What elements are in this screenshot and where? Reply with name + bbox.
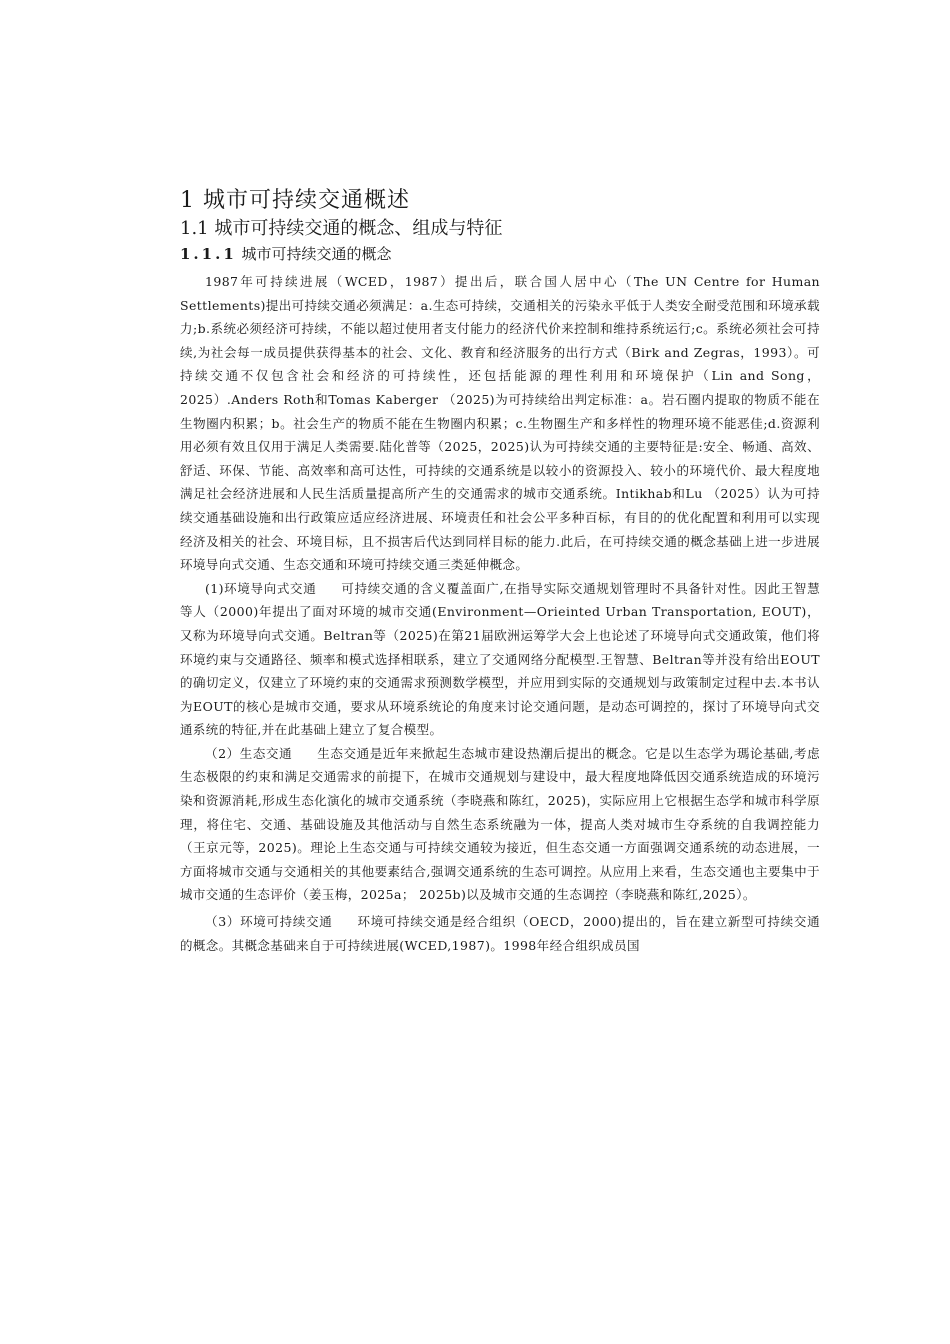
paragraph-environment-oriented bbox=[180, 577, 820, 742]
subsection-number: 1.1.1 bbox=[180, 245, 237, 263]
paragraph-body: 生态交通是近年来掀起生态城市建设热潮后提出的概念。它是以生态学为瑪论基础,考虑生态极限的约束和满足交通需求的前提下，在城市交通规划与建设中，最大程度地降低因交通系统造成的环境污染和资源消耗,形成生态化演化的城市交通系统（李晓燕和陈红，2025)，实际应用上它根据生态学和城市科学原理，将住宅、交通、基础设施及其他活动与自然生态系统融为一体，提高人类对城市生夺系统的自我调控能力（王京元等，2025)。理论上生态交通与可持续交通较为接近，但生态交通一方面强调交通系统的动态进展，一方面将城市交通与交通相关的其他要素结合,强调交通系统的生态可调控。从应用上来看，生态交通也主要集中于城市交通的生态评价（姜玉梅，2025a； 2025b)以及城市交通的生态调控（李晓燕和陈红,2025）。 bbox=[180, 745, 820, 903]
document-body bbox=[180, 186, 820, 957]
chapter-title: 1 城市可持续交通概述 bbox=[180, 188, 410, 213]
subsection-title-text: 城市可持续交通的概念 bbox=[241, 245, 392, 263]
paragraph-intro: 1987年可持续进展（WCED，1987）提出后，联合国人居中心（The UN Centre for Human Settlements)提出可持续交通必须满足：a.生态可持续，交通相关的污染永平低于人类安全耐受范围和环境承载力;b.系统必须经济可持续，不能以超过使用者支付能力的经济代价来控制和维持系统运行;c。系统必须社会可持续,为社会每一成员提供获得基本的社会、文化、教育和经济服务的出行方式（Birk and Zegras，1993）。可持续交通不仅包含社会和经济的可持续性，还包括能源的理性利用和环境保护（Lin and Song， 2025）.Anders Roth和Tomas Kaberger （2025)为可持续给出判定标准：a。岩石圈内提取的物质不能在生物圈内积累；b。社会生产的物质不能在生物圈内积累；c.生物圈生产和多样性的物理环境不能恶佳;d.资源利用必须有效且仅用于满足人类需要.陆化普等（2025，2025)认为可持续交通的主要特征是:安全、畅通、高效、舒适、环保、节能、高效率和高可达性，可持续的交通系统是以较小的资源投入、较小的环境代价、最大程度地满足社会经济进展和人民生活质量提高所产生的交通需求的城市交通系统。Intikhab和Lu （2025）认为可持续交通基础设施和出行政策应适应经济进展、环境责任和社会公平多种百标，有目的的优化配置和利用可以实现经济及相关的社会、环境目标，且不损害后代达到同样目标的能力.此后，在可持续交通的概念基础上进一步进展环境导向式交通、生态交通和环境可持续交通三类延伸概念。 bbox=[180, 274, 820, 573]
paragraph-lead: (1)环境导向式交通 bbox=[205, 580, 317, 596]
paragraph-body: 可持续交通的含义覆盖面广,在指导实际交通规划管理时不具备针对性。因此王智慧等人（2000)年提出了面对环境的城市交通(Environment—Orieinted Urban Transportation, EOUT)，又称为环境导向式交通。Beltran等（2025)在第21届欧洲运筹学大会上也论述了环境导向式交通政策，他们将环境约束与交通路径、频率和模式选择相联系，建立了交通网络分配模型.王智慧、Beltran等并没有给出EOUT的确切定义，仅建立了环境约束的交通需求预测数学模型，并应用到实际的交通规划与政策制定过程中去.本书认为EOUT的核心是城市交通，要求从环境系统论的角度来讨论交通问题，是动态可调控的，探讨了环境导向式交通系统的特征,并在此基础上建立了复合模型。 bbox=[180, 580, 820, 738]
paragraph-env-sustainable bbox=[180, 910, 820, 957]
subsection-title bbox=[180, 242, 820, 266]
paragraph-body: 环境可持续交通是经合组织（OECD，2000)提出的，旨在建立新型可持续交通的概念。其概念基础来自于可持续进展(WCED,1987)。1998年经合组织成员国 bbox=[180, 914, 820, 953]
paragraph-ecological bbox=[180, 742, 820, 907]
paragraph-lead: （2）生态交通 bbox=[205, 745, 293, 761]
paragraph-lead: （3）环境可持续交通 bbox=[205, 914, 333, 930]
section-title: 1.1 城市可持续交通的概念、组成与特征 bbox=[180, 218, 503, 239]
